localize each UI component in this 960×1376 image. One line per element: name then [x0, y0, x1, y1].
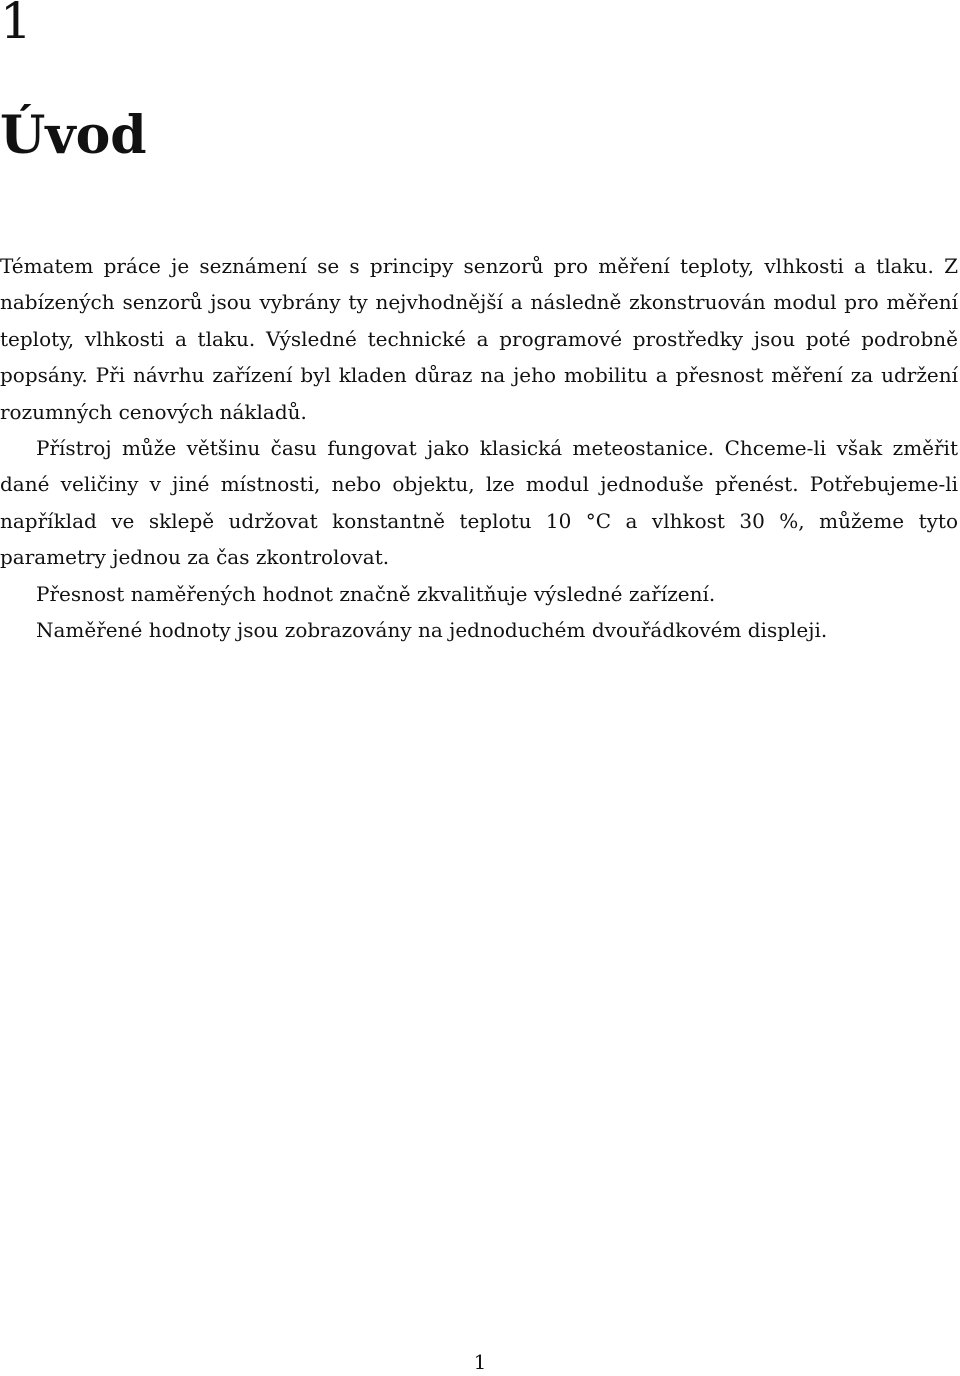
page-number: 1 — [473, 1350, 487, 1374]
chapter-body — [0, 248, 958, 648]
chapter-number: 1 — [0, 0, 32, 50]
chapter-title: Úvod — [0, 105, 147, 166]
usage-paragraph: Přístroj může většinu času fungovat jako klasická meteostanice. Chceme-li však změřit dané veličiny v jiné místnosti, nebo objektu, lze modul jednoduše přenést. Potřebujeme-li například ve sklepě udržovat konstantně teplotu 10 °C a vlhkost 30 %, můžeme tyto parametry jednou za čas zkontrolovat. — [0, 436, 958, 570]
intro-paragraph: Tématem práce je seznámení se s principy senzorů pro měření teploty, vlhkosti a tlaku. Z nabízených senzorů jsou vybrány ty nejvhodnější a následně zkonstruován modul pro měření teploty, vlhkosti a tlaku. Výsledné technické a programové prostředky jsou poté podrobně popsány. Při návrhu zařízení byl kladen důraz na jeho mobilitu a přesnost měření za udržení rozumných cenových nákladů. — [0, 254, 958, 424]
display-paragraph: Naměřené hodnoty jsou zobrazovány na jednoduchém dvouřádkovém displeji. — [36, 618, 828, 643]
accuracy-paragraph: Přesnost naměřených hodnot značně zkvalitňuje výsledné zařízení. — [36, 581, 716, 606]
